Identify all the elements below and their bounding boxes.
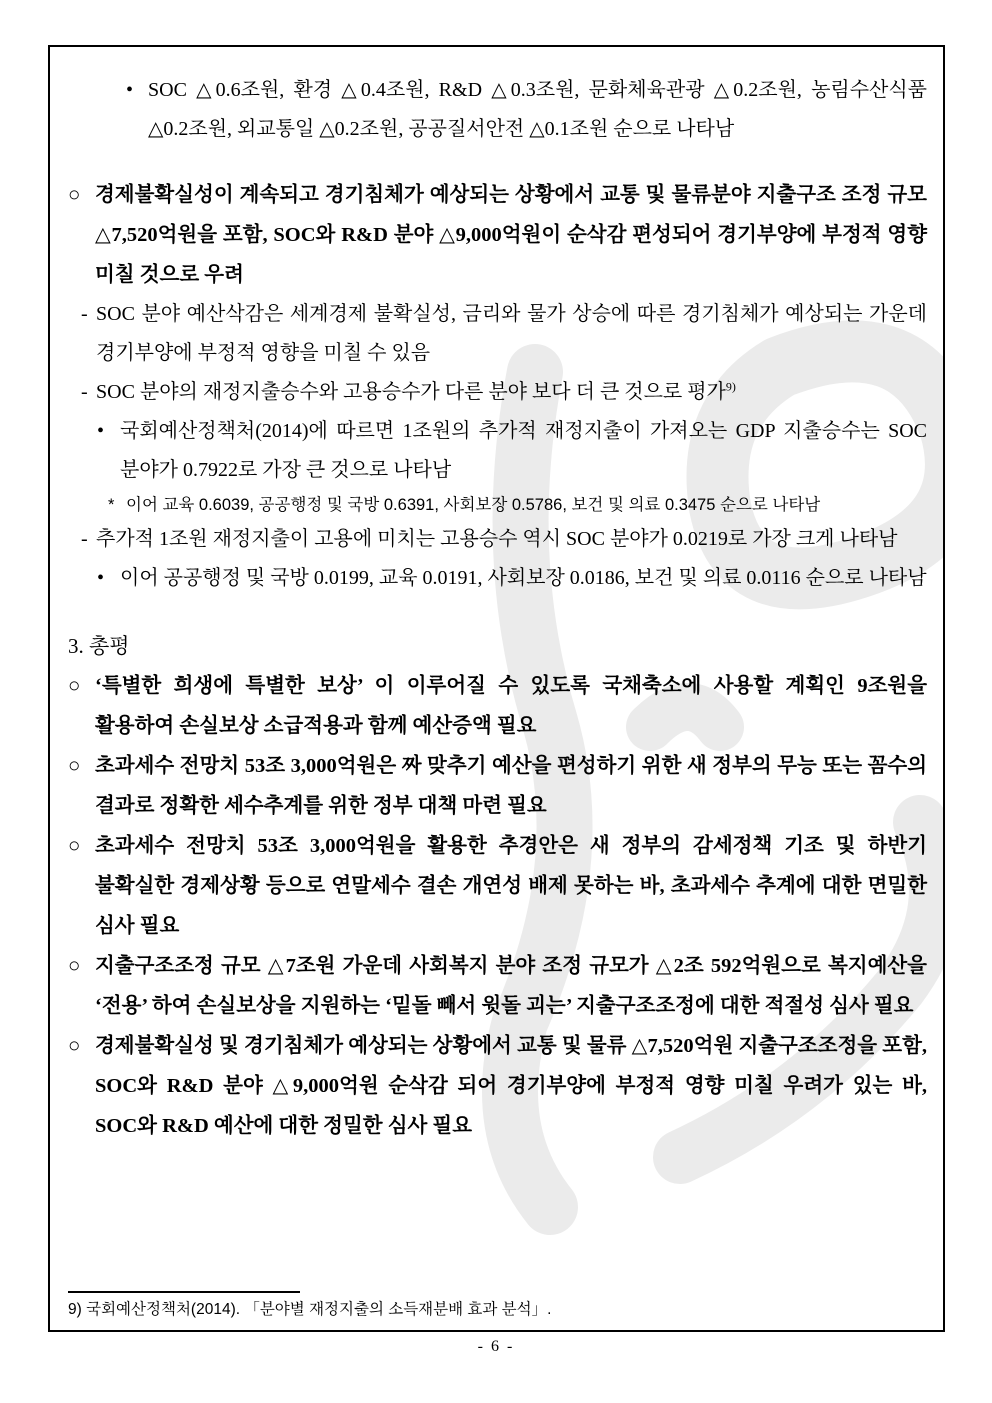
summary-item: [68, 746, 927, 826]
circle-marker-icon: ○: [68, 675, 81, 697]
section-heading: 3. 총평: [68, 634, 130, 658]
bullet-icon: •: [97, 567, 105, 589]
list-item-text: SOC △0.6조원, 환경 △0.4조원, R&D △0.3조원, 문화체육관광 △0.2조원, 농림수산식품 △0.2조원, 외교통일 △0.2조원, 공공질서안전 △0.1조원 순으로 나타남: [148, 79, 927, 140]
document-body: [50, 47, 943, 1146]
page-number: - 6 -: [477, 1338, 515, 1355]
page-border: [48, 45, 945, 1332]
circle-marker-icon: ○: [68, 1035, 81, 1057]
bullet-icon: •: [97, 420, 105, 442]
list-item: [126, 71, 927, 149]
list-item-text: SOC 분야 예산삭감은 세계경제 불확실성, 금리와 물가 상승에 따른 경기침체가 예상되는 가운데 경기부양에 부정적 영향을 미칠 수 있음: [96, 303, 927, 364]
circle-marker-icon: ○: [68, 835, 81, 857]
footnote: [68, 1291, 551, 1322]
summary-item: [68, 666, 927, 746]
footnote-number: 9): [68, 1301, 82, 1318]
circle-marker-icon: ○: [68, 755, 81, 777]
summary-item: [68, 1026, 927, 1146]
list-item-text: 이어 교육 0.6039, 공공행정 및 국방 0.6391, 사회보장 0.5786, 보건 및 의료 0.3475 순으로 나타남: [126, 496, 821, 514]
footnote-text: 국회예산정책처(2014). 「분야별 재정지출의 소득재분배 효과 분석」.: [86, 1301, 552, 1318]
summary-item-text: 경제불확실성 및 경기침체가 예상되는 상황에서 교통 및 물류 △7,520억원 지출구조조정을 포함, SOC와 R&D 분야 △9,000억원 순삭감 되어 경기부양에 부정적 영향 미칠 우려가 있는 바, SOC와 R&D 예산에 대한 정밀한 심사 필요: [95, 1035, 927, 1137]
list-item: [108, 490, 927, 520]
list-item: [81, 520, 927, 559]
dash-marker-icon: -: [81, 528, 88, 550]
list-item-text-main: SOC 분야의 재정지출승수와 고용승수가 다른 분야 보다 더 큰 것으로 평가: [96, 381, 726, 403]
summary-item: [68, 826, 927, 946]
circle-marker-icon: ○: [68, 955, 81, 977]
list-item-text: 국회예산정책처(2014)에 따르면 1조원의 추가적 재정지출이 가져오는 GDP 지출승수는 SOC 분야가 0.7922로 가장 큰 것으로 나타남: [120, 420, 927, 481]
summary-item-text: ‘특별한 희생에 특별한 보상’ 이 이루어질 수 있도록 국채축소에 사용할 계획인 9조원을 활용하여 손실보상 소급적용과 함께 예산증액 필요: [95, 675, 927, 737]
footnote-divider: [68, 1291, 300, 1293]
list-item-text: 이어 공공행정 및 국방 0.0199, 교육 0.0191, 사회보장 0.0186, 보건 및 의료 0.0116 순으로 나타남: [120, 567, 927, 589]
list-item-text: 추가적 1조원 재정지출이 고용에 미치는 고용승수 역시 SOC 분야가 0.0219로 가장 크게 나타남: [96, 528, 898, 550]
footnote-line: [68, 1298, 551, 1322]
list-item: [97, 559, 927, 598]
list-item-text: [96, 373, 927, 412]
summary-item-text: 초과세수 전망치 53조 3,000억원을 활용한 추경안은 새 정부의 감세정책 기조 및 하반기 불확실한 경제상황 등으로 연말세수 결손 개연성 배제 못하는 바, 초과세수 추계에 대한 면밀한 심사 필요: [95, 835, 927, 937]
summary-item-text: 지출구조조정 규모 △7조원 가운데 사회복지 분야 조정 규모가 △2조 592억원으로 복지예산을 ‘전용’ 하여 손실보상을 지원하는 ‘밑돌 빼서 윗돌 괴는’ 지출구조조정에 대한 적절성 심사 필요: [95, 955, 927, 1017]
bullet-icon: •: [126, 79, 134, 101]
summary-item: [68, 946, 927, 1026]
dash-marker-icon: -: [81, 381, 88, 403]
dash-marker-icon: -: [81, 303, 88, 325]
circle-marker-icon: ○: [68, 184, 81, 206]
footnote-ref: 9): [725, 379, 736, 394]
summary-item-text: 초과세수 전망치 53조 3,000억원은 짜 맞추기 예산을 편성하기 위한 새 정부의 무능 또는 꼼수의 결과로 정확한 세수추계를 위한 정부 대책 마련 필요: [95, 755, 927, 817]
paragraph-text: 경제불확실성이 계속되고 경기침체가 예상되는 상황에서 교통 및 물류분야 지출구조 조정 규모 △7,520억원을 포함, SOC와 R&D 분야 △9,000억원이 순삭감 편성되어 경기부양에 부정적 영향 미칠 것으로 우려: [95, 184, 927, 286]
paragraph: [68, 175, 927, 295]
list-item: [81, 373, 927, 412]
spacer: [68, 149, 927, 175]
list-item: [97, 412, 927, 490]
asterisk-marker-icon: *: [108, 496, 115, 514]
list-item: [81, 295, 927, 373]
